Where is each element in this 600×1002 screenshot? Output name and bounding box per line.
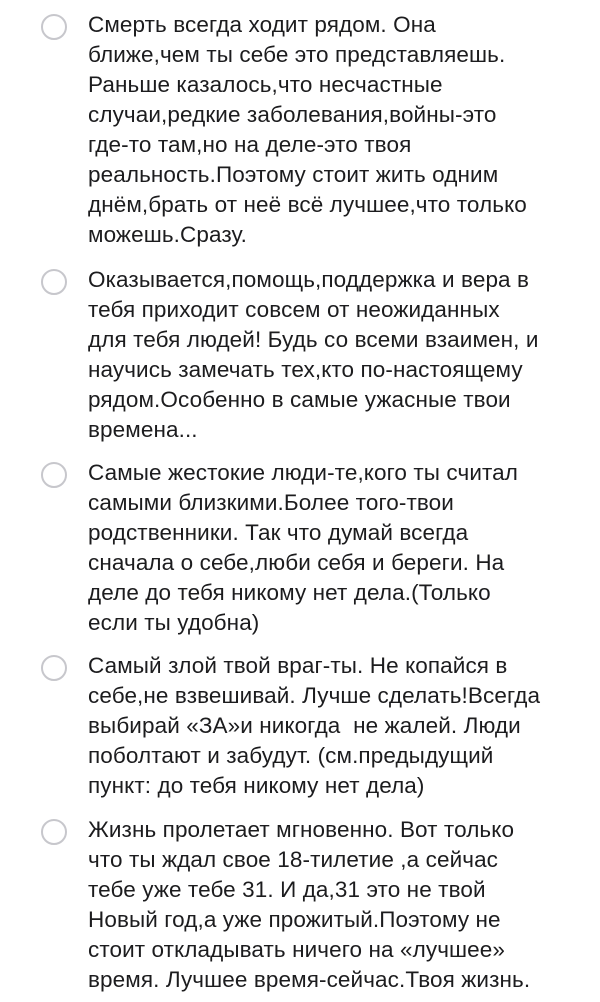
checkbox-circle[interactable] [41, 269, 67, 295]
checkbox-circle[interactable] [41, 462, 67, 488]
checklist-item-text[interactable]: Смерть всегда ходит рядом. Она ближе,чем ты себе это представляешь. Раньше казалось,что несчастные случаи,редкие заболевания,войны-это где-то там,но на деле-это твоя реальность.Поэтому стоит жить одним днём,брать от неё всё лучшее,что только можешь.Сразу. [88, 12, 527, 247]
checkbox-circle[interactable] [41, 655, 67, 681]
checklist-item-text[interactable]: Самые жестокие люди-те,кого ты считал самыми близкими.Более того-твои родственники. Так что думай всегда сначала о себе,люби себя и береги. На деле до тебя никому нет дела.(Только если ты удобна) [88, 460, 518, 635]
checkbox-circle[interactable] [41, 819, 67, 845]
checklist-item-text[interactable]: Оказывается,помощь,поддержка и вера в тебя приходит совсем от неожиданных для тебя людей! Будь со всеми взаимен, и научись замечать тех,кто по-настоящему рядом.Особенно в самые ужасные твои времена... [88, 267, 539, 442]
checklist-item-text[interactable]: Жизнь пролетает мгновенно. Вот только что ты ждал свое 18-тилетие ,а сейчас тебе уже тебе 31. И да,31 это не твой Новый год,а уже прожитый.Поэтому не стоит откладывать ничего на «лучшее» время. Лучшее время-сейчас.Твоя жизнь. [88, 817, 531, 992]
checklist-item-text[interactable]: Самый злой твой враг-ты. Не копайся в себе,не взвешивай. Лучше сделать!Всегда выбирай «ЗА»и никогда не жалей. Люди поболтают и забудут. (см.предыдущий пункт: до тебя никому нет дела) [88, 653, 541, 798]
checkbox-circle[interactable] [41, 14, 67, 40]
